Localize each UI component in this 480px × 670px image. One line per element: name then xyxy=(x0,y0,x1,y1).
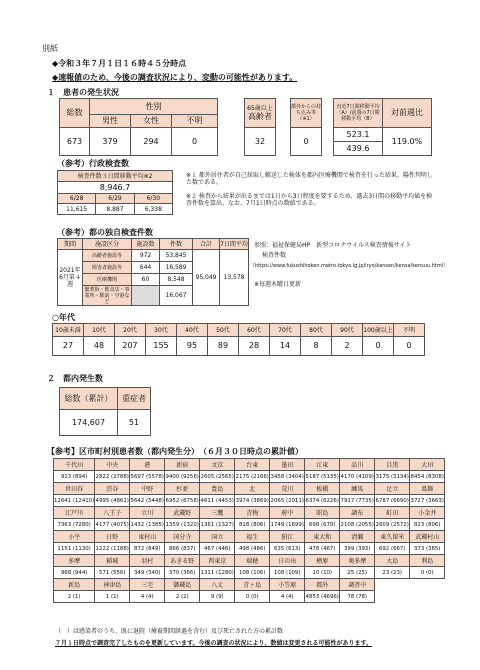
age-header: 30代 xyxy=(146,324,177,337)
muni-value: 1222 (1188) xyxy=(95,543,130,555)
muni-value: 23 (23) xyxy=(375,567,410,579)
muni-value: 12641 (12410) xyxy=(54,495,95,507)
outside-table xyxy=(290,98,322,156)
muni-value: 6374 (6226) xyxy=(305,495,340,507)
muni-name: 奥多摩 xyxy=(340,555,375,567)
muni-value: 1311 (1280) xyxy=(200,567,235,579)
elderly-header-top: 65歳以上 xyxy=(247,104,273,112)
muni-name: 新島 xyxy=(54,579,95,591)
muni-value: 399 (393) xyxy=(340,543,375,555)
muni-name: 青梅 xyxy=(235,507,270,519)
ind-cat-0: 高齢者施設等 xyxy=(83,250,132,262)
unknown-header: 不明 xyxy=(172,115,218,128)
muni-name: 小平 xyxy=(54,531,95,543)
cumulative-value: 174,607 xyxy=(60,410,118,436)
muni-name-row xyxy=(54,459,445,471)
muni-name: 三鷹 xyxy=(200,507,235,519)
severe-header: 重症者 xyxy=(118,388,151,410)
muni-value: 4177 (4075) xyxy=(95,519,130,531)
muni-name: 立川 xyxy=(130,507,165,519)
age-header: 10代 xyxy=(84,324,115,337)
muni-value: 913 (894) xyxy=(54,471,95,483)
muni-name: 稲城 xyxy=(95,555,130,567)
date-0: 6/28 xyxy=(58,194,96,204)
muni-name: 武蔵村山 xyxy=(410,531,445,543)
muni-name: 中野 xyxy=(130,483,165,495)
test-value-2: 6,338 xyxy=(134,204,172,215)
muni-value: 4853 (4696) xyxy=(305,591,340,603)
muni-name: 八丈 xyxy=(200,579,235,591)
muni-name-row xyxy=(54,531,445,543)
muni-name-row xyxy=(54,507,445,519)
test-count-table xyxy=(57,170,173,215)
muni-name: 神津島 xyxy=(95,579,130,591)
male-value: 379 xyxy=(90,128,131,156)
muni-name: 北 xyxy=(235,483,270,495)
muni-value: 2108 (2055) xyxy=(340,519,375,531)
muni-name: 文京 xyxy=(200,459,235,471)
muni-name: 中央 xyxy=(95,459,130,471)
muni-value: 7917 (7735) xyxy=(340,495,375,507)
outside-header: 都外からの持ち込み等（※1） xyxy=(291,99,322,128)
ratio-value: 119.0% xyxy=(383,128,432,156)
muni-name: 目黒 xyxy=(375,459,410,471)
cumulative-header: 総数（累計） xyxy=(60,388,118,410)
ind-header-period: 期間 xyxy=(58,239,83,250)
muni-name: 葛飾 xyxy=(410,483,445,495)
muni-name: 豊島 xyxy=(200,483,235,495)
age-header: 100歳以上 xyxy=(363,324,394,337)
muni-value-row xyxy=(54,591,445,603)
moving-avg-table xyxy=(333,98,432,156)
muni-name: 渋谷 xyxy=(95,483,130,495)
muni-name: 世田谷 xyxy=(54,483,95,495)
male-header: 男性 xyxy=(90,115,131,128)
test-count-title: （参考）行政検査数 xyxy=(57,159,129,168)
muni-name: 調布 xyxy=(340,507,375,519)
muni-name: 東村山 xyxy=(130,531,165,543)
age-value: 28 xyxy=(239,337,270,356)
source-line-4: ※毎週木曜日更新 xyxy=(254,281,302,288)
muni-value: 823 (806) xyxy=(410,519,445,531)
muni-table xyxy=(53,458,445,603)
outside-value: 0 xyxy=(291,128,322,156)
muni-name: 江戸川 xyxy=(54,507,95,519)
age-value: 207 xyxy=(115,337,146,356)
muni-value: 2 (1) xyxy=(54,591,95,603)
muni-note-1: （ ）は感染者のうち、既に退院（療養期間経過を含む）及び死亡された方の累計数 xyxy=(55,628,284,635)
muni-value: 4995 (4861) xyxy=(95,495,130,507)
muni-value-row xyxy=(54,567,445,579)
muni-name: 利島 xyxy=(410,555,445,567)
age-header: 40代 xyxy=(177,324,208,337)
muni-value: 7363 (7280) xyxy=(54,519,95,531)
ind-period: 2021年6月第４週 xyxy=(58,250,83,306)
muni-name: 小笠原 xyxy=(270,579,305,591)
patient-summary-table xyxy=(59,98,218,156)
muni-value: 1361 (1327) xyxy=(200,519,235,531)
age-value: 0 xyxy=(394,337,425,356)
muni-name: 青ヶ島 xyxy=(235,579,270,591)
muni-name: 足立 xyxy=(375,483,410,495)
muni-value: 3175 (3134) xyxy=(375,471,410,483)
muni-value-row xyxy=(54,495,445,507)
test-value-1: 8,887 xyxy=(96,204,134,215)
note-1: ※１ 都外居住者が自己採取し郵送した検体を都内医療機関で検査を行った結果、陽性判明した数である。 xyxy=(186,172,433,186)
sex-header: 性別 xyxy=(90,99,218,115)
timestamp-line: ◆令和３年７月１日１６時４５分時点 xyxy=(52,59,187,68)
age-value: 14 xyxy=(270,337,301,356)
muni-value: 692 (667) xyxy=(375,543,410,555)
muni-value: 4 (4) xyxy=(270,591,305,603)
muni-value: 6952 (6758) xyxy=(165,495,200,507)
muni-value: 0 (0) xyxy=(410,567,445,579)
ind-count-0: 53,845 xyxy=(160,250,193,262)
age-value: 155 xyxy=(146,337,177,356)
independent-table xyxy=(57,238,249,306)
section2-title: ２ 都内発生数 xyxy=(47,374,103,383)
ind-header-count: 件数 xyxy=(160,239,193,250)
ind-avg: 13,578 xyxy=(220,250,249,306)
age-header: 50代 xyxy=(208,324,239,337)
muni-value: 1151 (1130) xyxy=(54,543,95,555)
ind-cat-3: 繁華街・飲食店・事業所・駅前・空港など xyxy=(84,286,130,305)
muni-value: 2822 (2788) xyxy=(95,471,130,483)
age-value: 8 xyxy=(301,337,332,356)
muni-value-row xyxy=(54,543,445,555)
muni-value-row xyxy=(54,519,445,531)
muni-name: 八王子 xyxy=(95,507,130,519)
muni-name: 新宿 xyxy=(165,459,200,471)
severe-value: 51 xyxy=(118,410,151,436)
muni-value: 10 (10) xyxy=(305,567,340,579)
muni-name: 大田 xyxy=(410,459,445,471)
muni-name: 大島 xyxy=(375,555,410,567)
age-header: 不明 xyxy=(394,324,425,337)
muni-name: 御蔵島 xyxy=(165,579,200,591)
age-table xyxy=(52,323,425,356)
muni-value: 4 (4) xyxy=(130,591,165,603)
muni-name: 清瀬 xyxy=(340,531,375,543)
age-header: 60代 xyxy=(239,324,270,337)
age-header: 20代 xyxy=(115,324,146,337)
age-value: 95 xyxy=(177,337,208,356)
age-header: 10歳未満 xyxy=(53,324,84,337)
muni-name: 江東 xyxy=(305,459,340,471)
muni-value: 5187 (5135) xyxy=(305,471,340,483)
elderly-header-bottom: 高齢者 xyxy=(248,111,272,121)
muni-value: 1432 (1385) xyxy=(130,519,165,531)
muni-value: 635 (613) xyxy=(270,543,305,555)
muni-name: 荒川 xyxy=(270,483,305,495)
muni-value: 9 (9) xyxy=(200,591,235,603)
age-value: 89 xyxy=(208,337,239,356)
muni-name: 三宅 xyxy=(130,579,165,591)
muni-value: 370 (366) xyxy=(165,567,200,579)
test-value-0: 11,615 xyxy=(58,204,96,215)
independent-title: （参考）都の独自検査件数 xyxy=(57,228,153,237)
ind-header-category: 施設区分 xyxy=(83,239,132,250)
muni-value: 872 (849) xyxy=(130,543,165,555)
age-value: 27 xyxy=(53,337,84,356)
avg-b-value: 439.6 xyxy=(334,142,383,156)
muni-value: 108 (109) xyxy=(270,567,305,579)
muni-name: 狛江 xyxy=(270,531,305,543)
elderly-value: 32 xyxy=(245,128,276,156)
muni-value: 4611 (4453) xyxy=(200,495,235,507)
muni-value: 3974 (3869) xyxy=(235,495,270,507)
muni-name: 墨田 xyxy=(270,459,305,471)
total-value: 673 xyxy=(60,128,90,156)
muni-value: 818 (806) xyxy=(235,519,270,531)
ind-fac-1: 644 xyxy=(132,262,160,274)
ind-fac-0: 972 xyxy=(132,250,160,262)
muni-value: 2605 (2565) xyxy=(200,471,235,483)
muni-value: 78 (78) xyxy=(340,591,375,603)
muni-name: 昭島 xyxy=(305,507,340,519)
ind-header-facilities: 施設数 xyxy=(132,239,160,250)
muni-name: 府中 xyxy=(270,507,305,519)
muni-name: 福生 xyxy=(235,531,270,543)
unknown-value: 0 xyxy=(172,128,218,156)
muni-value: 349 (340) xyxy=(130,567,165,579)
muni-value: 1359 (1320) xyxy=(165,519,200,531)
muni-name: 杉並 xyxy=(165,483,200,495)
elderly-table xyxy=(244,98,276,156)
muni-name: 台東 xyxy=(235,459,270,471)
muni-name: 瑞穂 xyxy=(235,555,270,567)
muni-name: 檜原 xyxy=(305,555,340,567)
muni-value: 5642 (5448) xyxy=(130,495,165,507)
ind-count-1: 16,589 xyxy=(160,262,193,274)
age-title: ○年代 xyxy=(52,313,75,322)
doc-label: 別紙 xyxy=(42,44,58,53)
muni-value: 498 (486) xyxy=(235,543,270,555)
muni-name-row xyxy=(54,483,445,495)
ind-header-total: 合計 xyxy=(193,239,220,250)
female-value: 294 xyxy=(131,128,172,156)
age-header: 80代 xyxy=(301,324,332,337)
total-cases-table xyxy=(59,387,151,436)
total-header: 総数 xyxy=(60,99,90,128)
muni-value: 698 (679) xyxy=(305,519,340,531)
test-count-header: 検査件数３日間移動平均※2 xyxy=(58,171,173,182)
age-header: 90代 xyxy=(332,324,363,337)
muni-name: あきる野 xyxy=(165,555,200,567)
muni-name: 板橋 xyxy=(305,483,340,495)
source-line-2: 検査件数 xyxy=(262,252,287,259)
muni-value: 571 (556) xyxy=(95,567,130,579)
muni-name: 品川 xyxy=(340,459,375,471)
ind-fac-2: 60 xyxy=(132,274,160,286)
muni-value: 2 (2) xyxy=(165,591,200,603)
muni-value: 6787 (6690) xyxy=(375,495,410,507)
note-2: ※２ 検査から結果が出るまでは1日から3日程度を要するため、過去3日間の移動平均値を検査件数を算出。なお、7月1日時点の数値である。 xyxy=(186,193,433,207)
muni-value: 3727 (3663) xyxy=(410,495,445,507)
avg-a-value: 523.1 xyxy=(334,128,383,142)
muni-value: 8454 (8308) xyxy=(410,471,445,483)
muni-value: 0 (0) xyxy=(235,591,270,603)
muni-value: 968 (944) xyxy=(54,567,95,579)
muni-name: 都外 xyxy=(305,579,340,591)
age-header: 70代 xyxy=(270,324,301,337)
test-count-avg: 8,946.7 xyxy=(58,182,173,194)
muni-value: 108 (106) xyxy=(235,567,270,579)
muni-value: 1 (1) xyxy=(95,591,130,603)
muni-value: 25 (25) xyxy=(340,567,375,579)
muni-value: 866 (837) xyxy=(165,543,200,555)
muni-name: 羽村 xyxy=(130,555,165,567)
date-1: 6/29 xyxy=(96,194,134,204)
source-line-3: （https://www.fukushihoken.metro.tokyo.lg.jp/iryo/kansen/kensa/kensuu.html） xyxy=(250,263,449,269)
muni-name: 小金井 xyxy=(410,507,445,519)
age-value: 2 xyxy=(332,337,363,356)
muni-name: 国分寺 xyxy=(165,531,200,543)
ind-fac-3 xyxy=(132,286,160,306)
muni-value: 478 (467) xyxy=(305,543,340,555)
muni-value: 2065 (2011) xyxy=(270,495,305,507)
section1-title: １ 患者の発生状況 xyxy=(47,88,119,97)
muni-name-row xyxy=(54,555,445,567)
muni-value: 5697 (5578) xyxy=(130,471,165,483)
muni-name: 日の出 xyxy=(270,555,305,567)
muni-name: 調査中 xyxy=(340,579,375,591)
muni-value: 373 (365) xyxy=(410,543,445,555)
age-value: 0 xyxy=(363,337,394,356)
muni-name: 西東京 xyxy=(200,555,235,567)
muni-name: 練馬 xyxy=(340,483,375,495)
notice-line: ◆速報値のため、今後の調査状況により、変動の可能性があります。 xyxy=(52,73,298,82)
ind-count-3: 16,067 xyxy=(160,286,193,306)
muni-note-2: ７月１日時点で調査完了したものを更新しています。今後の調査の状況により、数値は変更される可能性があります。 xyxy=(55,640,373,647)
ind-count-2: 8,548 xyxy=(160,274,193,286)
ind-header-avg: 7日間平均 xyxy=(220,240,248,248)
muni-name: 武蔵野 xyxy=(165,507,200,519)
muni-name: 東大和 xyxy=(305,531,340,543)
ind-total: 95,049 xyxy=(193,250,220,306)
muni-value: 467 (446) xyxy=(200,543,235,555)
moving-avg-header: 直近7日間移動平均（A）/前週の7日間移動平均（B） xyxy=(334,99,383,128)
date-2: 6/30 xyxy=(134,194,172,204)
muni-value: 2175 (2166) xyxy=(235,471,270,483)
muni-value: 3458 (3404) xyxy=(270,471,305,483)
muni-value: 4170 (4109) xyxy=(340,471,375,483)
muni-title: 【参考】区市町村別患者数（都内発生分） （６月３０日時点の累計値） xyxy=(47,447,303,456)
muni-value: 1749 (1699) xyxy=(270,519,305,531)
source-line-1: 参照：福祉保健局HP 新型コロナウイルス検査情報サイト xyxy=(254,242,412,249)
ratio-header: 対前週比 xyxy=(383,99,432,128)
ind-cat-2: 医療機関 xyxy=(83,274,132,286)
muni-name: 町田 xyxy=(375,507,410,519)
muni-value-row xyxy=(54,471,445,483)
muni-name: 多摩 xyxy=(54,555,95,567)
muni-name: 国立 xyxy=(200,531,235,543)
muni-name: 港 xyxy=(130,459,165,471)
muni-value: 9400 (9256) xyxy=(165,471,200,483)
muni-name: 千代田 xyxy=(54,459,95,471)
muni-name: 東久留米 xyxy=(375,531,410,543)
age-value: 48 xyxy=(84,337,115,356)
muni-name: 日野 xyxy=(95,531,130,543)
muni-name-row xyxy=(54,579,445,591)
muni-value: 2609 (2572) xyxy=(375,519,410,531)
ind-cat-1: 障害者施設等 xyxy=(83,262,132,274)
female-header: 女性 xyxy=(131,115,172,128)
